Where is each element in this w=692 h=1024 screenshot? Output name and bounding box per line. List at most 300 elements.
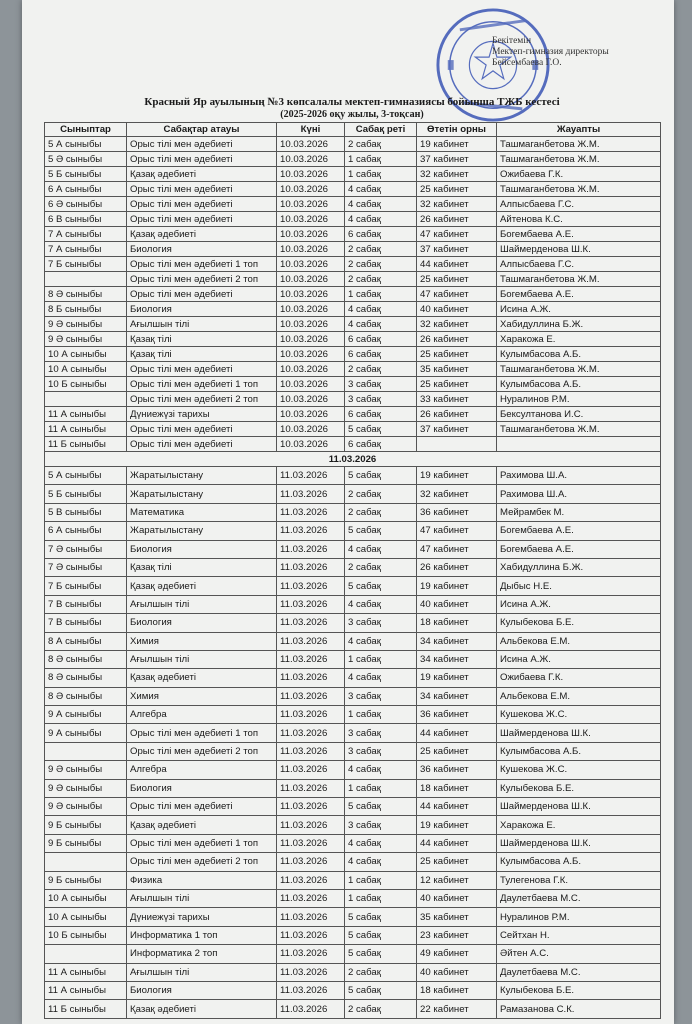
date-cell: 10.03.2026: [277, 257, 345, 272]
class-cell: 10 А сыныбы: [45, 362, 127, 377]
column-header: Күні: [277, 123, 345, 137]
lesson-cell: 4 сабақ: [345, 540, 417, 558]
room-cell: 25 кабинет: [417, 853, 497, 871]
lesson-cell: 5 сабақ: [345, 577, 417, 595]
room-cell: 25 кабинет: [417, 742, 497, 760]
class-cell: 11 А сыныбы: [45, 981, 127, 999]
teacher-cell: Шаймерденова Ш.К.: [497, 724, 661, 742]
date-cell: 11.03.2026: [277, 816, 345, 834]
class-cell: 7 Б сыныбы: [45, 257, 127, 272]
schedule-table: [44, 122, 661, 1019]
room-cell: 40 кабинет: [417, 889, 497, 907]
room-cell: 23 кабинет: [417, 926, 497, 944]
class-cell: 10 А сыныбы: [45, 908, 127, 926]
date-cell: 11.03.2026: [277, 945, 345, 963]
table-row: [45, 669, 661, 687]
subject-cell: Алгебра: [127, 706, 277, 724]
date-cell: 10.03.2026: [277, 287, 345, 302]
date-cell: 11.03.2026: [277, 1000, 345, 1018]
table-row: [45, 242, 661, 257]
lesson-cell: 5 сабақ: [345, 467, 417, 485]
table-row: [45, 332, 661, 347]
room-cell: 35 кабинет: [417, 362, 497, 377]
date-cell: 11.03.2026: [277, 908, 345, 926]
class-cell: 9 Ә сыныбы: [45, 332, 127, 347]
room-cell: 32 кабинет: [417, 197, 497, 212]
class-cell: 6 В сыныбы: [45, 212, 127, 227]
table-row: [45, 724, 661, 742]
subject-cell: Биология: [127, 242, 277, 257]
subject-cell: Биология: [127, 779, 277, 797]
room-cell: 32 кабинет: [417, 317, 497, 332]
teacher-cell: Ожибаева Г.К.: [497, 669, 661, 687]
room-cell: 47 кабинет: [417, 287, 497, 302]
lesson-cell: 4 сабақ: [345, 182, 417, 197]
class-cell: 6 Ә сыныбы: [45, 197, 127, 212]
table-row: [45, 650, 661, 668]
table-row: [45, 152, 661, 167]
room-cell: 37 кабинет: [417, 152, 497, 167]
teacher-cell: Альбекова Е.М.: [497, 687, 661, 705]
approval-signatory: Бейсембаева Г.О.: [492, 58, 562, 68]
class-cell: 9 Б сыныбы: [45, 871, 127, 889]
teacher-cell: Кулыбекова Б.Е.: [497, 981, 661, 999]
lesson-cell: 3 сабақ: [345, 377, 417, 392]
day2-section: [45, 452, 661, 1019]
table-row: [45, 1000, 661, 1018]
room-cell: 18 кабинет: [417, 614, 497, 632]
date-cell: 11.03.2026: [277, 706, 345, 724]
date-cell: 11.03.2026: [277, 761, 345, 779]
table-row: [45, 632, 661, 650]
class-cell: 9 Б сыныбы: [45, 816, 127, 834]
room-cell: 19 кабинет: [417, 669, 497, 687]
teacher-cell: Кулымбасова А.Б.: [497, 377, 661, 392]
subject-cell: Биология: [127, 614, 277, 632]
table-row: [45, 212, 661, 227]
teacher-cell: Ташмаганбетова Ж.М.: [497, 362, 661, 377]
room-cell: 33 кабинет: [417, 392, 497, 407]
subject-cell: Қазақ тілі: [127, 558, 277, 576]
class-cell: 9 Ә сыныбы: [45, 761, 127, 779]
table-row: [45, 407, 661, 422]
table-row: [45, 834, 661, 852]
room-cell: 19 кабинет: [417, 137, 497, 152]
class-cell: 7 А сыныбы: [45, 242, 127, 257]
subject-cell: Дүниежүзі тарихы: [127, 407, 277, 422]
table-row: [45, 257, 661, 272]
teacher-cell: Ожибаева Г.К.: [497, 167, 661, 182]
date-cell: 11.03.2026: [277, 871, 345, 889]
teacher-cell: Кулымбасова А.Б.: [497, 347, 661, 362]
date-cell: 10.03.2026: [277, 212, 345, 227]
room-cell: 26 кабинет: [417, 212, 497, 227]
subject-cell: Ағылшын тілі: [127, 317, 277, 332]
table-row: [45, 317, 661, 332]
table-row: [45, 182, 661, 197]
teacher-cell: Дыбыс Н.Е.: [497, 577, 661, 595]
class-cell: [45, 392, 127, 407]
teacher-cell: Алпысбаева Г.С.: [497, 197, 661, 212]
date-cell: 11.03.2026: [277, 467, 345, 485]
class-cell: 9 Ә сыныбы: [45, 798, 127, 816]
teacher-cell: Мейрамбек М.: [497, 503, 661, 521]
room-cell: 19 кабинет: [417, 467, 497, 485]
teacher-cell: Тулегенова Г.К.: [497, 871, 661, 889]
room-cell: 25 кабинет: [417, 347, 497, 362]
class-cell: 7 В сыныбы: [45, 595, 127, 613]
subject-cell: Орыс тілі мен әдебиеті 1 топ: [127, 377, 277, 392]
room-cell: 25 кабинет: [417, 377, 497, 392]
subject-cell: Қазақ әдебиеті: [127, 669, 277, 687]
lesson-cell: 5 сабақ: [345, 798, 417, 816]
subject-cell: Орыс тілі мен әдебиеті 1 топ: [127, 257, 277, 272]
teacher-cell: Богембаева А.Е.: [497, 287, 661, 302]
room-cell: 47 кабинет: [417, 540, 497, 558]
date-cell: 11.03.2026: [277, 577, 345, 595]
subject-cell: Орыс тілі мен әдебиеті 1 топ: [127, 724, 277, 742]
lesson-cell: 2 сабақ: [345, 1000, 417, 1018]
teacher-cell: Богембаева А.Е.: [497, 522, 661, 540]
table-row: [45, 853, 661, 871]
room-cell: 36 кабинет: [417, 761, 497, 779]
table-row: [45, 302, 661, 317]
room-cell: 49 кабинет: [417, 945, 497, 963]
subject-cell: Информатика 1 топ: [127, 926, 277, 944]
teacher-cell: Алпысбаева Г.С.: [497, 257, 661, 272]
class-cell: 9 А сыныбы: [45, 724, 127, 742]
date-separator-row: [45, 452, 661, 467]
table-row: [45, 227, 661, 242]
class-cell: 8 Ә сыныбы: [45, 650, 127, 668]
subject-cell: Орыс тілі мен әдебиеті: [127, 152, 277, 167]
date-cell: 10.03.2026: [277, 407, 345, 422]
room-cell: 12 кабинет: [417, 871, 497, 889]
lesson-cell: 3 сабақ: [345, 392, 417, 407]
subject-cell: Орыс тілі мен әдебиеті: [127, 362, 277, 377]
teacher-cell: Кушекова Ж.С.: [497, 706, 661, 724]
subject-cell: Орыс тілі мен әдебиеті: [127, 137, 277, 152]
teacher-cell: Харакожа Е.: [497, 332, 661, 347]
class-cell: 10 Б сыныбы: [45, 926, 127, 944]
table-row: [45, 467, 661, 485]
table-row: [45, 614, 661, 632]
teacher-cell: Шаймерденова Ш.К.: [497, 242, 661, 257]
teacher-cell: [497, 437, 661, 452]
teacher-cell: Айтенова К.С.: [497, 212, 661, 227]
lesson-cell: 6 сабақ: [345, 407, 417, 422]
lesson-cell: 2 сабақ: [345, 257, 417, 272]
class-cell: 8 Ә сыныбы: [45, 687, 127, 705]
lesson-cell: 6 сабақ: [345, 437, 417, 452]
date-cell: 10.03.2026: [277, 362, 345, 377]
date-cell: 10.03.2026: [277, 422, 345, 437]
room-cell: 26 кабинет: [417, 332, 497, 347]
table-row: [45, 761, 661, 779]
subject-cell: Орыс тілі мен әдебиеті: [127, 212, 277, 227]
table-row: [45, 503, 661, 521]
lesson-cell: 1 сабақ: [345, 889, 417, 907]
teacher-cell: Кулымбасова А.Б.: [497, 742, 661, 760]
document-title: [92, 96, 612, 121]
class-cell: 5 Б сыныбы: [45, 167, 127, 182]
subject-cell: Дүниежүзі тарихы: [127, 908, 277, 926]
day1-section: [45, 137, 661, 452]
table-row: [45, 981, 661, 999]
table-row: [45, 422, 661, 437]
date-cell: 11.03.2026: [277, 669, 345, 687]
class-cell: 10 Б сыныбы: [45, 377, 127, 392]
room-cell: 37 кабинет: [417, 242, 497, 257]
date-cell: 11.03.2026: [277, 595, 345, 613]
table-row: [45, 577, 661, 595]
table-row: [45, 595, 661, 613]
table-row: [45, 392, 661, 407]
subject-cell: Ағылшын тілі: [127, 650, 277, 668]
class-cell: 9 Б сыныбы: [45, 834, 127, 852]
date-cell: 10.03.2026: [277, 437, 345, 452]
room-cell: 36 кабинет: [417, 706, 497, 724]
teacher-cell: Харакожа Е.: [497, 816, 661, 834]
subject-cell: Орыс тілі мен әдебиеті 2 топ: [127, 853, 277, 871]
lesson-cell: 1 сабақ: [345, 287, 417, 302]
lesson-cell: 4 сабақ: [345, 834, 417, 852]
lesson-cell: 4 сабақ: [345, 212, 417, 227]
class-cell: [45, 272, 127, 287]
lesson-cell: 2 сабақ: [345, 137, 417, 152]
date-cell: 10.03.2026: [277, 197, 345, 212]
subject-cell: Информатика 2 топ: [127, 945, 277, 963]
class-cell: 10 А сыныбы: [45, 347, 127, 362]
lesson-cell: 4 сабақ: [345, 761, 417, 779]
lesson-cell: 5 сабақ: [345, 926, 417, 944]
lesson-cell: 5 сабақ: [345, 981, 417, 999]
class-cell: [45, 853, 127, 871]
room-cell: 47 кабинет: [417, 522, 497, 540]
class-cell: 5 В сыныбы: [45, 503, 127, 521]
lesson-cell: 3 сабақ: [345, 724, 417, 742]
teacher-cell: Ташмаганбетова Ж.М.: [497, 272, 661, 287]
table-row: [45, 167, 661, 182]
lesson-cell: 2 сабақ: [345, 503, 417, 521]
room-cell: 36 кабинет: [417, 503, 497, 521]
lesson-cell: 4 сабақ: [345, 302, 417, 317]
subject-cell: Орыс тілі мен әдебиеті: [127, 798, 277, 816]
date-cell: 11.03.2026: [277, 853, 345, 871]
subject-cell: Физика: [127, 871, 277, 889]
date-cell: 11.03.2026: [277, 503, 345, 521]
teacher-cell: Әйтен А.С.: [497, 945, 661, 963]
class-cell: 5 Ә сыныбы: [45, 152, 127, 167]
lesson-cell: 4 сабақ: [345, 197, 417, 212]
room-cell: 19 кабинет: [417, 816, 497, 834]
subject-cell: Математика: [127, 503, 277, 521]
lesson-cell: 5 сабақ: [345, 422, 417, 437]
teacher-cell: Альбекова Е.М.: [497, 632, 661, 650]
teacher-cell: Рахимова Ш.А.: [497, 485, 661, 503]
table-row: [45, 798, 661, 816]
subject-cell: Қазақ әдебиеті: [127, 816, 277, 834]
teacher-cell: Исина А.Ж.: [497, 650, 661, 668]
table-row: [45, 197, 661, 212]
lesson-cell: 1 сабақ: [345, 152, 417, 167]
lesson-cell: 1 сабақ: [345, 167, 417, 182]
date-cell: 10.03.2026: [277, 332, 345, 347]
room-cell: 22 кабинет: [417, 1000, 497, 1018]
lesson-cell: 4 сабақ: [345, 669, 417, 687]
subject-cell: Ағылшын тілі: [127, 595, 277, 613]
class-cell: 9 А сыныбы: [45, 706, 127, 724]
class-cell: 5 А сыныбы: [45, 467, 127, 485]
teacher-cell: Ташмаганбетова Ж.М.: [497, 137, 661, 152]
subject-cell: Химия: [127, 687, 277, 705]
lesson-cell: 2 сабақ: [345, 272, 417, 287]
subject-cell: Қазақ тілі: [127, 347, 277, 362]
room-cell: 19 кабинет: [417, 577, 497, 595]
subject-cell: Жаратылыстану: [127, 485, 277, 503]
date-cell: 10.03.2026: [277, 392, 345, 407]
teacher-cell: Богембаева А.Е.: [497, 540, 661, 558]
class-cell: [45, 945, 127, 963]
date-cell: 11.03.2026: [277, 687, 345, 705]
room-cell: 26 кабинет: [417, 407, 497, 422]
approval-line: Бекітемін: [492, 36, 532, 46]
lesson-cell: 3 сабақ: [345, 687, 417, 705]
date-cell: 11.03.2026: [277, 632, 345, 650]
subject-cell: Жаратылыстану: [127, 467, 277, 485]
column-header: Сабақтар атауы: [127, 123, 277, 137]
lesson-cell: 2 сабақ: [345, 485, 417, 503]
table-row: [45, 272, 661, 287]
table-row: [45, 687, 661, 705]
subject-cell: Қазақ тілі: [127, 332, 277, 347]
lesson-cell: 6 сабақ: [345, 227, 417, 242]
subject-cell: Жаратылыстану: [127, 522, 277, 540]
class-cell: 8 Б сыныбы: [45, 302, 127, 317]
table-row: [45, 963, 661, 981]
class-cell: 8 Ә сыныбы: [45, 287, 127, 302]
teacher-cell: Рахимова Ш.А.: [497, 467, 661, 485]
date-cell: 11.03.2026: [277, 558, 345, 576]
teacher-cell: Исина А.Ж.: [497, 595, 661, 613]
class-cell: [45, 742, 127, 760]
subject-cell: Қазақ әдебиеті: [127, 1000, 277, 1018]
subject-cell: Орыс тілі мен әдебиеті: [127, 197, 277, 212]
lesson-cell: 2 сабақ: [345, 362, 417, 377]
teacher-cell: Даулетбаева М.С.: [497, 889, 661, 907]
class-cell: 7 Ә сыныбы: [45, 540, 127, 558]
date-cell: 11.03.2026: [277, 889, 345, 907]
room-cell: 44 кабинет: [417, 798, 497, 816]
date-cell: 10.03.2026: [277, 377, 345, 392]
room-cell: 18 кабинет: [417, 779, 497, 797]
lesson-cell: 1 сабақ: [345, 871, 417, 889]
date-cell: 11.03.2026: [277, 724, 345, 742]
class-cell: 11 Б сыныбы: [45, 437, 127, 452]
date-cell: 11.03.2026: [277, 522, 345, 540]
table-row: [45, 522, 661, 540]
lesson-cell: 5 сабақ: [345, 522, 417, 540]
lesson-cell: 2 сабақ: [345, 558, 417, 576]
date-cell: 10.03.2026: [277, 152, 345, 167]
class-cell: 9 Ә сыныбы: [45, 317, 127, 332]
class-cell: 6 А сыныбы: [45, 522, 127, 540]
subject-cell: Орыс тілі мен әдебиеті 2 топ: [127, 742, 277, 760]
table-row: [45, 779, 661, 797]
table-row: [45, 558, 661, 576]
room-cell: 25 кабинет: [417, 182, 497, 197]
date-cell: 11.03.2026: [277, 798, 345, 816]
date-cell: 11.03.2026: [277, 926, 345, 944]
room-cell: 32 кабинет: [417, 485, 497, 503]
lesson-cell: 3 сабақ: [345, 816, 417, 834]
teacher-cell: Кулымбасова А.Б.: [497, 853, 661, 871]
teacher-cell: Ташмаганбетова Ж.М.: [497, 152, 661, 167]
lesson-cell: 2 сабақ: [345, 242, 417, 257]
teacher-cell: Рамазанова С.К.: [497, 1000, 661, 1018]
teacher-cell: Нуралинов Р.М.: [497, 392, 661, 407]
date-cell: 10.03.2026: [277, 302, 345, 317]
lesson-cell: 6 сабақ: [345, 332, 417, 347]
room-cell: 26 кабинет: [417, 558, 497, 576]
class-cell: 11 А сыныбы: [45, 407, 127, 422]
room-cell: 34 кабинет: [417, 632, 497, 650]
teacher-cell: Кулыбекова Б.Е.: [497, 779, 661, 797]
lesson-cell: 2 сабақ: [345, 963, 417, 981]
class-cell: 7 А сыныбы: [45, 227, 127, 242]
class-cell: 10 А сыныбы: [45, 889, 127, 907]
teacher-cell: Хабидуллина Б.Ж.: [497, 317, 661, 332]
approval-block: [492, 36, 667, 69]
teacher-cell: Даулетбаева М.С.: [497, 963, 661, 981]
date-cell: 10.03.2026: [277, 317, 345, 332]
table-row: [45, 377, 661, 392]
approval-position: Мектеп-гимназия директоры: [492, 47, 609, 57]
subject-cell: Химия: [127, 632, 277, 650]
room-cell: 44 кабинет: [417, 257, 497, 272]
class-cell: 6 А сыныбы: [45, 182, 127, 197]
room-cell: 34 кабинет: [417, 687, 497, 705]
date-cell: 11.03.2026: [277, 963, 345, 981]
class-cell: 8 Ә сыныбы: [45, 669, 127, 687]
table-row: [45, 945, 661, 963]
lesson-cell: 6 сабақ: [345, 347, 417, 362]
room-cell: 47 кабинет: [417, 227, 497, 242]
subject-cell: Қазақ әдебиеті: [127, 167, 277, 182]
subject-cell: Ағылшын тілі: [127, 963, 277, 981]
date-cell: 11.03.2026: [277, 650, 345, 668]
room-cell: 35 кабинет: [417, 908, 497, 926]
class-cell: 11 Б сыныбы: [45, 1000, 127, 1018]
header-row: [45, 123, 661, 137]
subject-cell: Орыс тілі мен әдебиеті: [127, 437, 277, 452]
date-cell: 11.03.2026: [277, 485, 345, 503]
date-cell: 10.03.2026: [277, 272, 345, 287]
table-row: [45, 926, 661, 944]
subject-cell: Қазақ әдебиеті: [127, 577, 277, 595]
lesson-cell: 1 сабақ: [345, 650, 417, 668]
table-row: [45, 362, 661, 377]
class-cell: 9 Ә сыныбы: [45, 779, 127, 797]
room-cell: 44 кабинет: [417, 724, 497, 742]
room-cell: [417, 437, 497, 452]
table-row: [45, 287, 661, 302]
column-header: Жауапты: [497, 123, 661, 137]
table-row: [45, 540, 661, 558]
subject-cell: Биология: [127, 302, 277, 317]
title-line-2: (2025-2026 оқу жылы, 3-тоқсан): [280, 109, 424, 120]
lesson-cell: 1 сабақ: [345, 779, 417, 797]
